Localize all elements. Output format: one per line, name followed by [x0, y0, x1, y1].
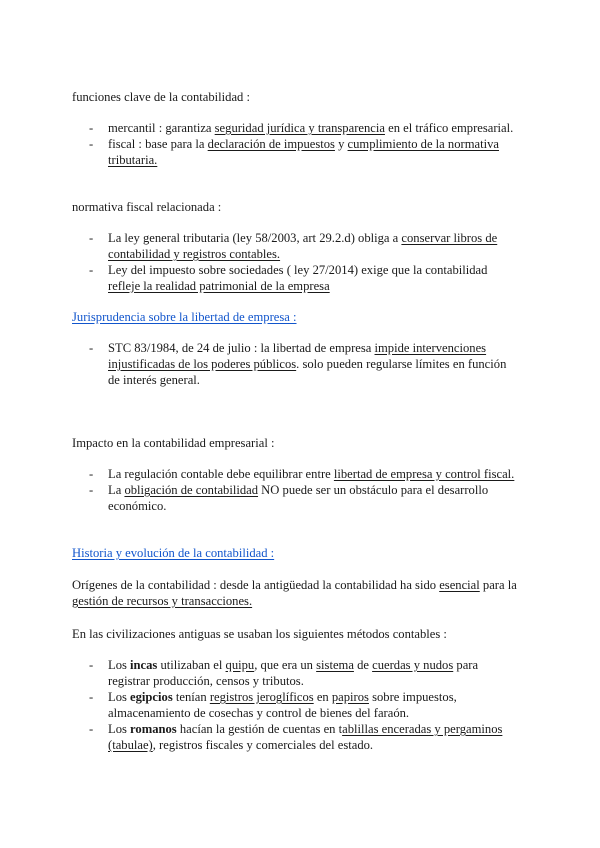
- historia-link[interactable]: Historia y evolución de la contabilidad :: [72, 546, 275, 560]
- paragraph-civilizaciones: En las civilizaciones antiguas se usaban los siguientes métodos contables :: [72, 627, 447, 641]
- paragraph-origenes: Orígenes de la contabilidad : desde la antigüedad la contabilidad ha sido esencial para la gestión de recursos y transacciones.: [72, 578, 517, 608]
- list-normativa: [89, 230, 519, 294]
- list-civilizaciones: [89, 657, 519, 753]
- list-item: - Ley del impuesto sobre sociedades ( ley 27/2014) exige que la contabilidad refleje la realidad patrimonial de la empresa: [89, 263, 488, 293]
- paragraph-impacto: Impacto en la contabilidad empresarial :: [72, 436, 275, 450]
- list-item: - La regulación contable debe equilibrar entre libertad de empresa y control fiscal.: [89, 467, 515, 481]
- list-item: - Los romanos hacían la gestión de cuentas en tablillas enceradas y pergaminos (tabulae), registros fiscales y comerciales del estado.: [89, 722, 503, 752]
- list-jurisprudencia: [89, 340, 519, 388]
- list-item: - fiscal : base para la declaración de impuestos y cumplimiento de la normativa tributaria.: [89, 137, 499, 167]
- paragraph-funciones-clave: funciones clave de la contabilidad :: [72, 90, 250, 104]
- list-item: - mercantil : garantiza seguridad jurídica y transparencia en el tráfico empresarial.: [89, 121, 514, 135]
- jurisprudencia-link[interactable]: Jurisprudencia sobre la libertad de empresa :: [72, 310, 297, 324]
- heading-historia[interactable]: [72, 545, 532, 561]
- heading-jurisprudencia[interactable]: [72, 309, 532, 325]
- list-impacto: [89, 466, 519, 514]
- list-item: - Los incas utilizaban el quipu, que era un sistema de cuerdas y nudos para registrar producción, censos y tributos.: [89, 658, 479, 688]
- list-funciones: [89, 120, 519, 168]
- list-item: - Los egipcios tenían registros jeroglíficos en papiros sobre impuestos, almacenamiento de cosechas y control de bienes del faraón.: [89, 690, 457, 720]
- list-item: - La obligación de contabilidad NO puede ser un obstáculo para el desarrollo económico.: [89, 483, 489, 513]
- paragraph-normativa-fiscal: normativa fiscal relacionada :: [72, 200, 222, 214]
- list-item: - La ley general tributaria (ley 58/2003, art 29.2.d) obliga a conservar libros de contabilidad y registros contables.: [89, 231, 498, 261]
- list-item: - STC 83/1984, de 24 de julio : la libertad de empresa impide intervenciones injustificadas de los poderes públicos. solo pueden regularse límites en función de interés general.: [89, 341, 507, 387]
